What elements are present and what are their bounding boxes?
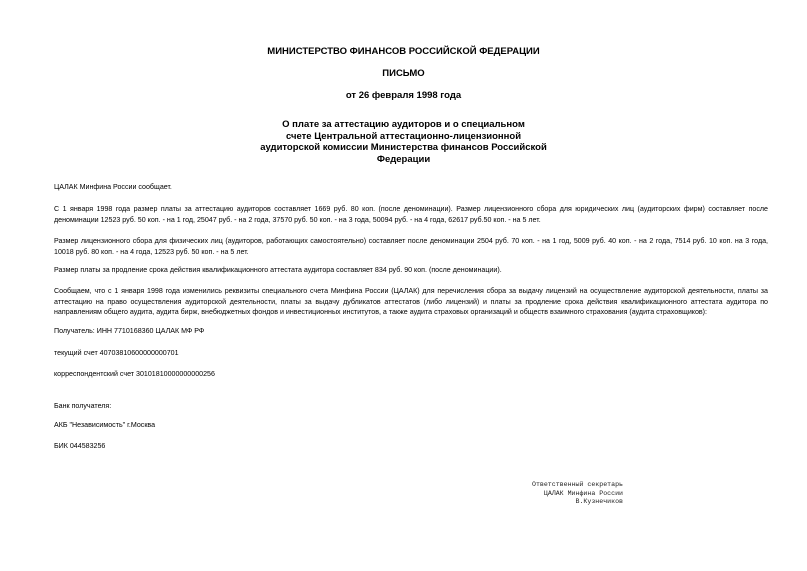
signature-position: Ответственный секретарь xyxy=(531,481,623,488)
subject-line: счете Центральной аттестационно-лицензионной xyxy=(285,130,522,142)
paragraph-text: Сообщаем, что с 1 января 1998 года изменились реквизиты специального счета Минфина России (ЦАЛАК) для перечисления сбора за выдачу лицензий на осуществление аудиторской деятельности, платы за аттестацию на право осуществления аудиторской деятельности, платы за выдачу дубликатов аттестатов (либо лицензий) и платы за продление срока действия квалификационного аттестата аудитора по направлениям общего аудита, аудита бирж, внебюджетных фондов и инвестиционных институтов, а также аудита страховых организаций и обществ взаимного страхования (аудита страховщиков): xyxy=(54,287,768,316)
document-type: ПИСЬМО xyxy=(382,68,425,79)
paragraph-text: С 1 января 1998 года размер платы за аттестацию аудиторов составляет 1669 руб. 80 коп. (после деноминации). Размер лицензионного сбора для юридических лиц (аудиторских фирм) составляет после деноминации 12523 руб. 50 коп. - на 1 год, 25047 руб. - на 2 года, 37570 руб. 50 коп. - на 3 года, 50094 руб. - на 4 года, 62617 руб.50 коп. - на 5 лет. xyxy=(54,205,768,224)
signature-org: ЦАЛАК Минфина России xyxy=(543,489,623,497)
paragraph-attestation-fees xyxy=(54,204,768,225)
bank-label: Банк получателя: xyxy=(54,402,112,410)
subject-line: Федерации xyxy=(376,153,431,165)
signature-block xyxy=(532,481,623,507)
current-account-line: текущий счет 40703810600000000701 xyxy=(54,349,179,357)
corr-account-line: корреспондентский счет 30101810000000000256 xyxy=(54,370,215,378)
paragraph-individual-fees xyxy=(54,236,768,257)
recipient-line: Получатель: ИНН 7710168360 ЦАЛАК МФ РФ xyxy=(54,327,205,335)
intro-paragraph: ЦАЛАК Минфина России сообщает. xyxy=(54,183,172,191)
paragraph-extension-fee: Размер платы за продление срока действия квалификационного аттестата аудитора составляет 834 руб. 90 коп. (после деноминации). xyxy=(54,266,502,274)
signature-name: В.Кузнечиков xyxy=(575,498,623,506)
paragraph-account-change xyxy=(54,286,768,318)
subject-line: О плате за аттестацию аудиторов и о специальном xyxy=(282,119,525,130)
subject-line: аудиторской комиссии Министерства финансов Российской xyxy=(260,142,547,153)
paragraph-text: Размер лицензионного сбора для физических лиц (аудиторов, работающих самостоятельно) составляет после деноминации 2504 руб. 70 коп. - на 1 год, 5009 руб. 40 коп. - на 2 года, 7514 руб. 10 коп. на 3 года, 10018 руб. 80 коп. - на 4 года, 12523 руб. 50 коп. - на 5 лет. xyxy=(54,237,768,256)
bik-line: БИК 044583256 xyxy=(54,442,106,450)
bank-name: АКБ "Независимость" г.Москва xyxy=(54,421,156,429)
ministry-heading: МИНИСТЕРСТВО ФИНАНСОВ РОССИЙСКОЙ ФЕДЕРАЦИИ xyxy=(267,46,540,57)
document-subject xyxy=(0,119,807,165)
document-date: от 26 февраля 1998 года xyxy=(345,90,462,101)
